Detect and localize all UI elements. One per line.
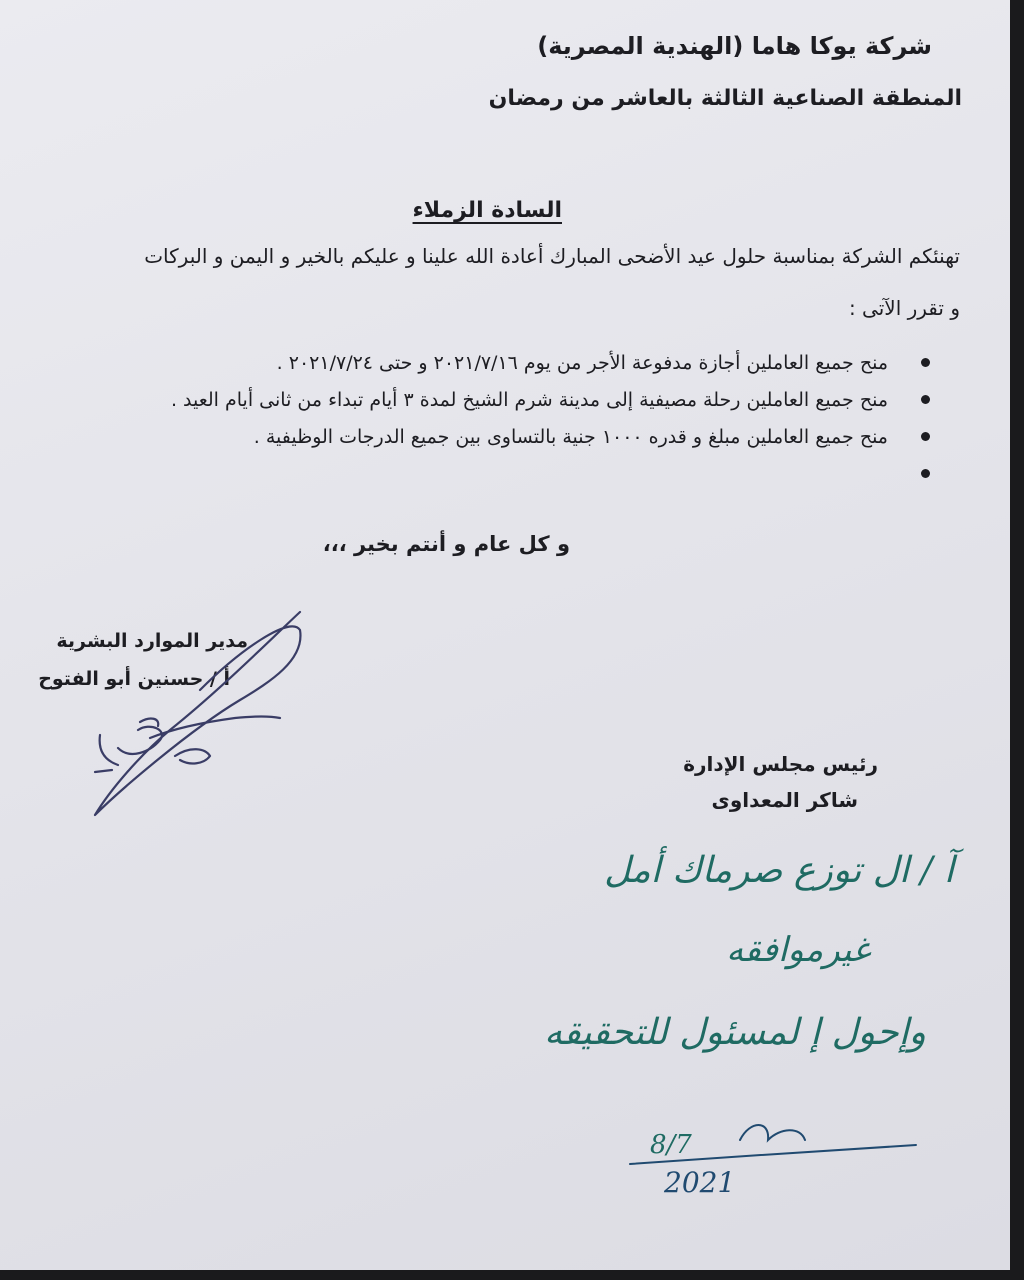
handwritten-note-line-2: غيرموافقه (726, 930, 870, 970)
company-address: المنطقة الصناعية الثالثة بالعاشر من رمضان (488, 86, 962, 111)
decision-text: منح جميع العاملين أجازة مدفوعة الأجر من يوم ٢٠٢١/٧/١٦ و حتى ٢٠٢١/٧/٢٤ . (276, 352, 888, 374)
handwritten-note-line-3: وإحول إ لمسئول للتحقيقه (544, 1012, 926, 1053)
chairman-title: رئيس مجلس الإدارة (683, 752, 878, 776)
decision-text: منح جميع العاملين مبلغ و قدره ١٠٠٠ جنية بالتساوى بين جميع الدرجات الوظيفية . (253, 426, 888, 448)
intro-line-2: و تقرر الآتى : (848, 296, 960, 320)
hr-manager-name: أ / حسنين أبو الفتوح (38, 668, 230, 690)
date-underline-icon (630, 1125, 916, 1164)
chairman-name: شاكر المعداوى (711, 788, 858, 812)
handwritten-year: 2021 (664, 1166, 736, 1199)
handwritten-date: 8/7 (650, 1130, 692, 1160)
closing-greeting: و كل عام و أنتم بخير ،،، (322, 532, 570, 556)
hr-manager-title: مدير الموارد البشرية (56, 630, 248, 652)
salutation: السادة الزملاء (412, 198, 562, 223)
intro-line-1: تهنئكم الشركة بمناسبة حلول عيد الأضحى المبارك أعادة الله علينا و عليكم بالخير و اليمن و البركات (144, 244, 960, 268)
hr-signature-icon (95, 612, 300, 815)
decision-text: منح جميع العاملين رحلة مصيفية إلى مدينة شرم الشيخ لمدة ٣ أيام تبداء من ثانى أيام العيد . (170, 389, 888, 411)
handwritten-note-line-1: آ / ال توزع صرماك أمل (604, 850, 954, 891)
company-name: شركة يوكا هاما (الهندية المصرية) (537, 32, 932, 60)
